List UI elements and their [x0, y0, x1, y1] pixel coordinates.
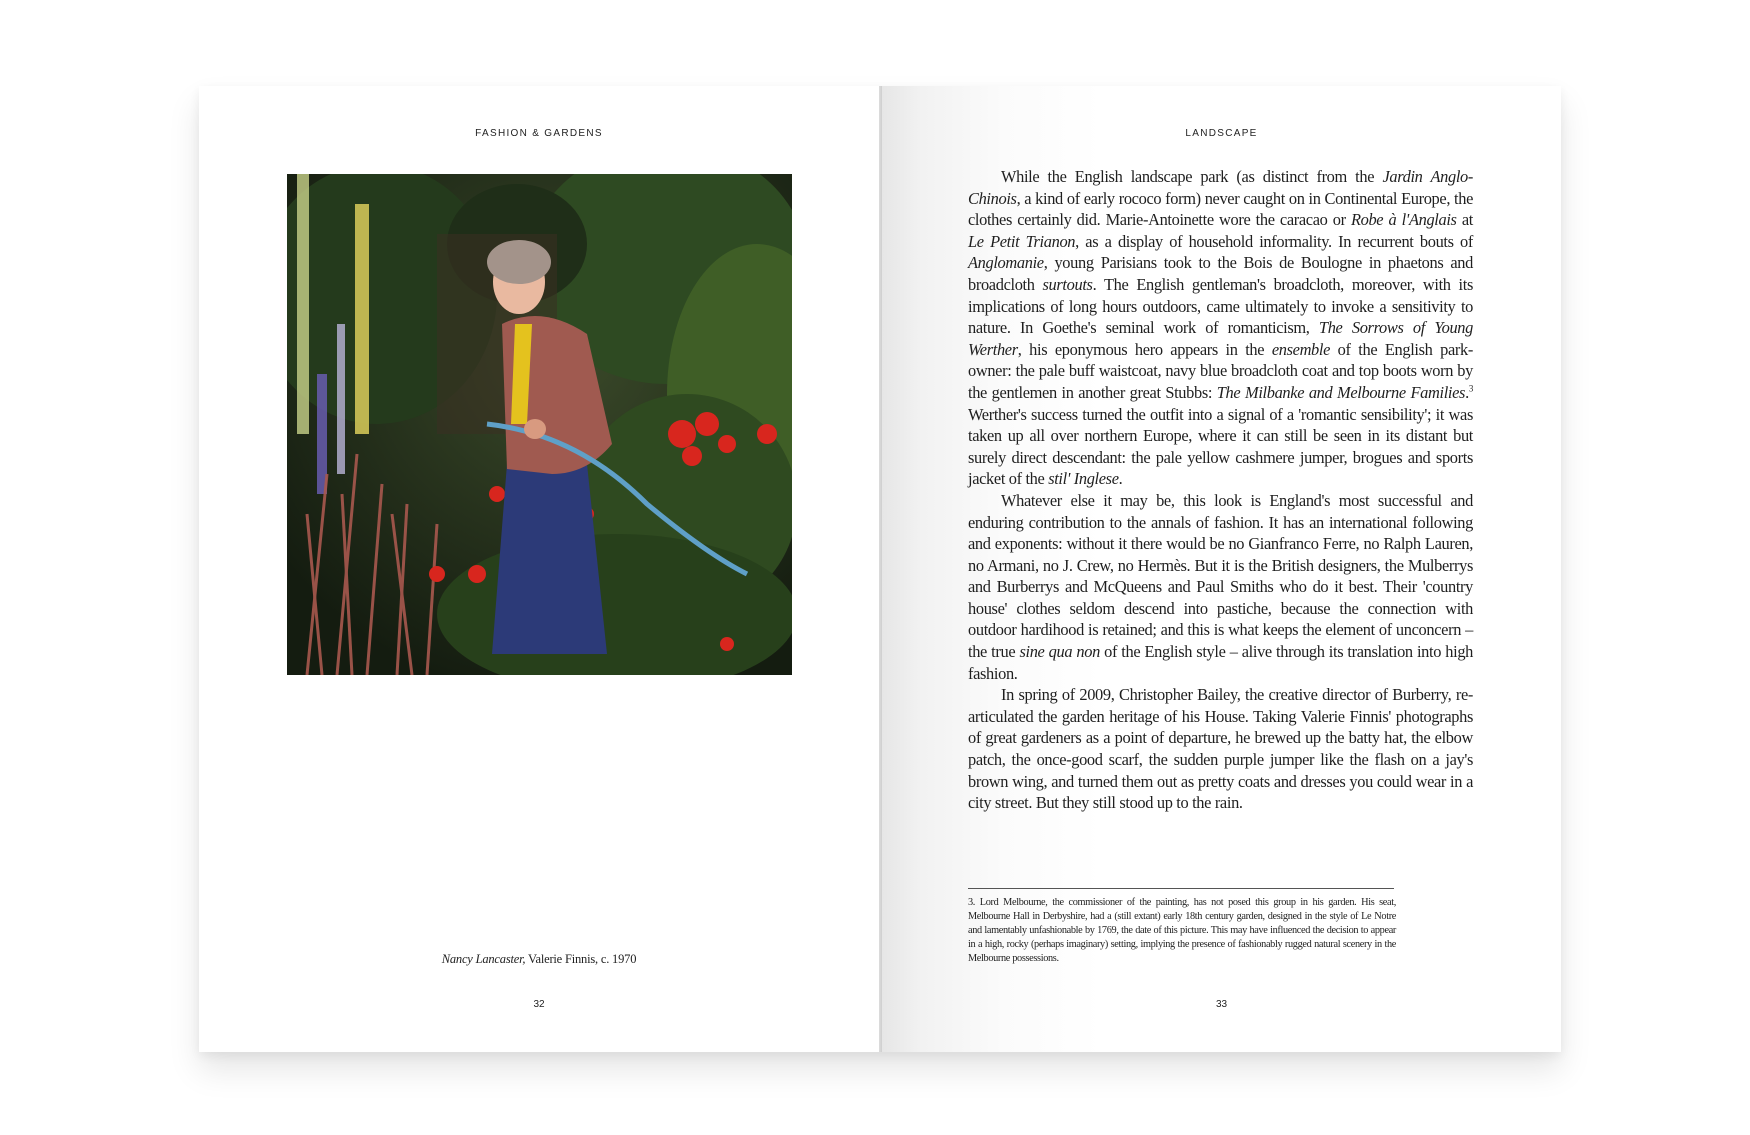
folio-left: 32 — [533, 999, 545, 1010]
photo-caption — [199, 952, 879, 967]
footnote-rule — [968, 888, 1394, 889]
paragraph-3: In spring of 2009, Christopher Bailey, the creative director of Burberry, re-articulated the garden heritage of his House. Taking Valerie Finnis' photographs of great gardeners as a point of departure, he brewed up the batty hat, the elbow patch, the once-good scarf, the sudden purple jumper like the flash on a jay's brown wing, and turned them out as pretty coats and dresses you could wear in a city street. But they still stood up to the rain. — [968, 685, 1473, 813]
caption-title: Nancy Lancaster, — [441, 952, 526, 966]
woman-in-garden-photo-icon — [287, 174, 792, 675]
folio-right: 33 — [1215, 999, 1228, 1010]
book-spread — [199, 86, 1561, 1052]
body-text — [968, 166, 1473, 814]
footnote: 3. Lord Melbourne, the commissioner of the painting, has not posed this group in his garden. His seat, Melbourne Hall in Derbyshire, had a (still extant) early 18th century garden, designed in the style of Le Notre and lamentably unfashionable by 1769, the date of this picture. This may have influenced the decision to appear in a high, rocky (perhaps imaginary) setting, implying the presence of fashionably rugged natural scenery in the Melbourne possessions. — [968, 897, 1396, 964]
right-page — [882, 86, 1561, 1052]
paragraph-2: Whatever else it may be, this look is England's most successful and enduring contribution to the annals of fashion. It has an international following and exponents: without it there would be no Gianfranco Ferre, no Ralph Lauren, no Armani, no J. Crew, no Hermès. But it is the British designers, the Mulberrys and Burberrys and McQueens and Paul Smiths who do it best. Their 'country house' clothes seldom descend into pastiche, because the connection with outdoor hardihood is retained; and this is what keeps the element of unconcern – the true sine qua non of the English style – alive through its translation into high fashion. — [968, 490, 1474, 683]
left-page — [199, 86, 879, 1052]
running-head-right: LANDSCAPE — [1185, 128, 1258, 139]
caption-credit: Valerie Finnis, c. 1970 — [525, 952, 637, 966]
garden-photo — [287, 174, 792, 675]
paragraph-1: While the English landscape park (as distinct from the Jardin Anglo-Chinois, a kind of early rococo form) never caught on in Continental Europe, the clothes certainly did. Marie-Antoinette wore the caracao or Robe à l'Anglais at Le Petit Trianon, as a display of household informality. In recurrent bouts of Anglomanie, young Parisians took to the Bois de Boulogne in phaetons and broadcloth surtouts. The English gentleman's broadcloth, moreover, with its implications of long hours outdoors, came ultimately to invoke a sensitivity to nature. In Goethe's seminal work of romanticism, The Sorrows of Young Werther, his eponymous hero appears in the ensemble of the English park-owner: the pale buff waistcoat, navy blue broadcloth coat and top boots worn by the gentlemen in another great Stubbs: The Milbanke and Melbourne Families.$^3$ Werther's success turned the outfit into a signal of a 'romantic sensibility'; it was taken up all over northern Europe, where it can still be seen in its distant but surely direct descendant: the pale yellow cashmere jumper, brogues and sports jacket of the stil' Inglese. — [968, 167, 1474, 489]
footnote-ref[interactable]: 3 — [1468, 383, 1473, 394]
running-head-left: FASHION & GARDENS — [475, 128, 603, 139]
